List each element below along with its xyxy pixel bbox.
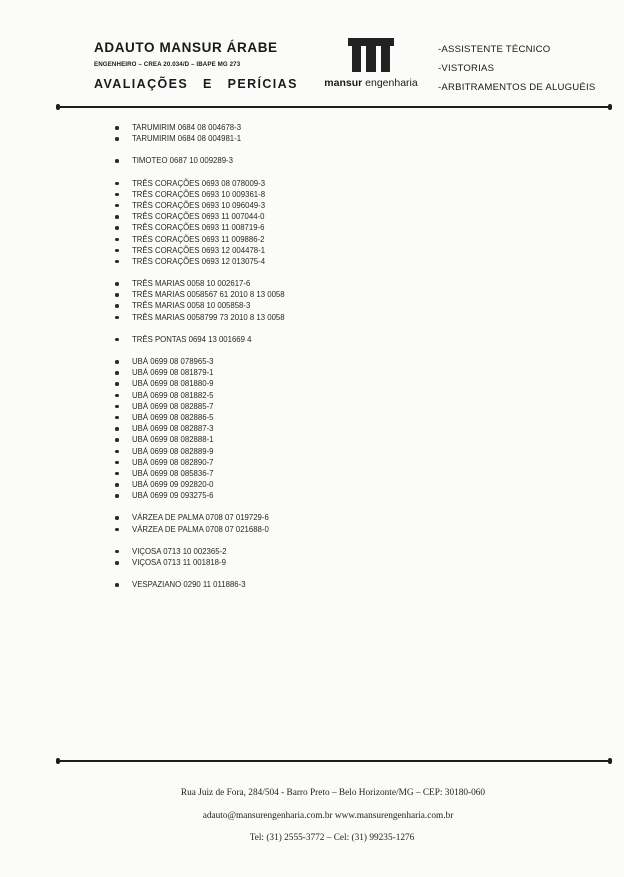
list-item: TRÊS MARIAS 0058 10 002617-6: [112, 278, 492, 289]
list-item: UBÁ 0699 08 082890-7: [112, 457, 492, 468]
company-logo: [322, 38, 420, 89]
header-divider: [58, 106, 610, 108]
list-item: VESPAZIANO 0290 11 011886-3: [112, 579, 492, 590]
letterhead-left: [94, 40, 298, 91]
company-name: ADAUTO MANSUR ÁRABE: [94, 40, 278, 55]
logo-mark-icon: [348, 38, 394, 72]
credentials: ENGENHEIRO – CREA 20.034/D – IBAPE MG 273: [94, 61, 241, 68]
list-item: UBÁ 0699 08 082886-5: [112, 412, 492, 423]
list-group: [112, 278, 492, 323]
list-group: [112, 356, 492, 501]
list-item: TRÊS CORAÇÕES 0693 08 078009-3: [112, 178, 492, 189]
list-item: TRÊS CORAÇÕES 0693 11 009886-2: [112, 234, 492, 245]
list-item: UBÁ 0699 08 081880-9: [112, 378, 492, 389]
list-item: TRÊS CORAÇÕES 0693 11 008719-6: [112, 222, 492, 233]
logo-text: [322, 77, 420, 89]
list-item: TRÊS MARIAS 0058 10 005858-3: [112, 300, 492, 311]
list-item: UBÁ 0699 08 081882-5: [112, 390, 492, 401]
list-item: UBÁ 0699 08 082885-7: [112, 401, 492, 412]
service-item: -ARBITRAMENTOS DE ALUGUÉIS: [438, 82, 596, 93]
list-item: TRÊS MARIAS 0058799 73 2010 8 13 0058: [112, 312, 492, 323]
list-item: UBÁ 0699 08 085836-7: [112, 468, 492, 479]
list-item: VÁRZEA DE PALMA 0708 07 021688-0: [112, 524, 492, 535]
list-group: [112, 155, 492, 166]
list-item: TRÊS CORAÇÕES 0693 12 004478-1: [112, 245, 492, 256]
list-item: UBÁ 0699 08 082889-9: [112, 446, 492, 457]
list-group: [112, 178, 492, 268]
list-group: [112, 122, 492, 144]
list-item: VIÇOSA 0713 10 002365-2: [112, 546, 492, 557]
tagline-left: AVALIAÇÕES: [94, 77, 189, 91]
footer-address: Rua Juiz de Fora, 284/504 - Barro Preto – Belo Horizonte/MG – CEP: 30180-060: [180, 788, 486, 798]
list-item: TIMOTEO 0687 10 009289-3: [112, 155, 492, 166]
process-list: [112, 122, 492, 601]
service-item: -ASSISTENTE TÉCNICO: [438, 44, 551, 55]
service-item: -VISTORIAS: [438, 63, 495, 74]
list-item: VIÇOSA 0713 11 001818-9: [112, 557, 492, 568]
list-item: TRÊS CORAÇÕES 0693 10 096049-3: [112, 200, 492, 211]
list-item: TRÊS CORAÇÕES 0693 10 009361-8: [112, 189, 492, 200]
footer-phone: Tel: (31) 2555-3772 – Cel: (31) 99235-1276: [249, 833, 415, 843]
list-item: UBÁ 0699 08 082888-1: [112, 434, 492, 445]
list-item: TARUMIRIM 0684 08 004678-3: [112, 122, 492, 133]
logo-text-bold: mansur: [324, 77, 363, 89]
list-group: [112, 334, 492, 345]
list-item: UBÁ 0699 08 082887-3: [112, 423, 492, 434]
list-item: TRÊS CORAÇÕES 0693 12 013075-4: [112, 256, 492, 267]
tagline-mid: E: [202, 77, 213, 91]
list-item: UBÁ 0699 08 078965-3: [112, 356, 492, 367]
footer-divider: [58, 760, 610, 762]
footer: [0, 782, 624, 850]
list-group: [112, 512, 492, 534]
services-list: [438, 40, 596, 97]
tagline: [94, 77, 298, 91]
list-item: TRÊS PONTAS 0694 13 001669 4: [112, 334, 492, 345]
logo-text-regular: engenharia: [365, 77, 418, 89]
list-item: TARUMIRIM 0684 08 004981-1: [112, 133, 492, 144]
list-group: [112, 579, 492, 590]
list-item: UBÁ 0699 09 092820-0: [112, 479, 492, 490]
list-group: [112, 546, 492, 568]
list-item: UBÁ 0699 08 081879-1: [112, 367, 492, 378]
list-item: UBÁ 0699 09 093275-6: [112, 490, 492, 501]
list-item: TRÊS MARIAS 0058567 61 2010 8 13 0058: [112, 289, 492, 300]
footer-contact: adauto@mansurengenharia.com.br www.mansurengenharia.com.br: [202, 810, 454, 821]
tagline-right: PERÍCIAS: [227, 77, 298, 91]
list-item: TRÊS CORAÇÕES 0693 11 007044-0: [112, 211, 492, 222]
list-item: VÁRZEA DE PALMA 0708 07 019729-6: [112, 512, 492, 523]
